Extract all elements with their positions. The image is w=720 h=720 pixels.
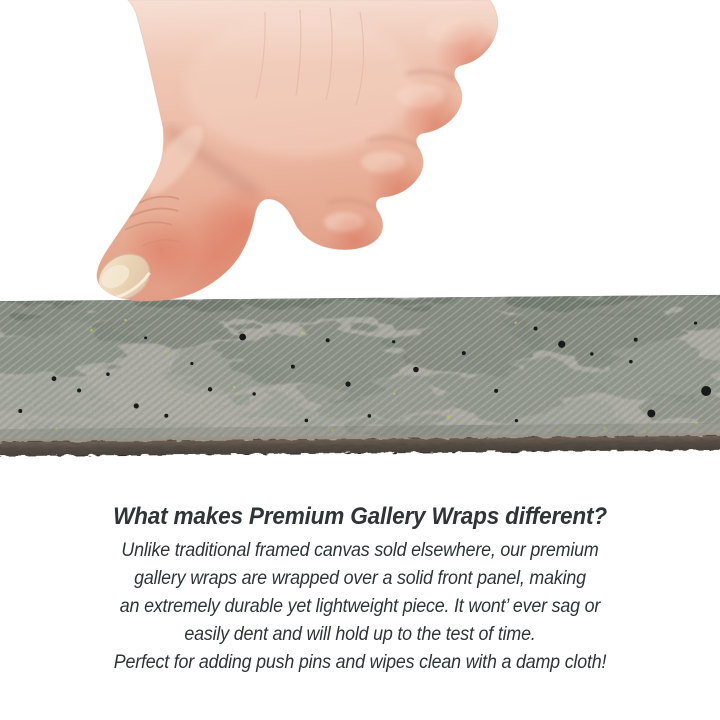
hand-shading <box>90 0 510 305</box>
canvas-fabric <box>0 295 720 448</box>
caption-line: Perfect for adding push pins and wipes clean with a damp cloth! <box>113 652 607 673</box>
caption-heading: What makes Premium Gallery Wraps different? <box>113 503 607 530</box>
canvas-texture <box>0 295 720 459</box>
caption-block <box>22 502 699 677</box>
caption-line: an extremely durable yet lightweight piece. It wont’ ever sag or <box>119 596 601 617</box>
caption-line: easily dent and will hold up to the test of time. <box>184 624 536 645</box>
hand-photo <box>60 0 510 305</box>
caption-line: gallery wraps are wrapped over a solid front panel, making <box>134 568 586 589</box>
canvas-edge-strip <box>0 295 720 459</box>
caption-line: Unlike traditional framed canvas sold elsewhere, our premium <box>121 540 599 561</box>
